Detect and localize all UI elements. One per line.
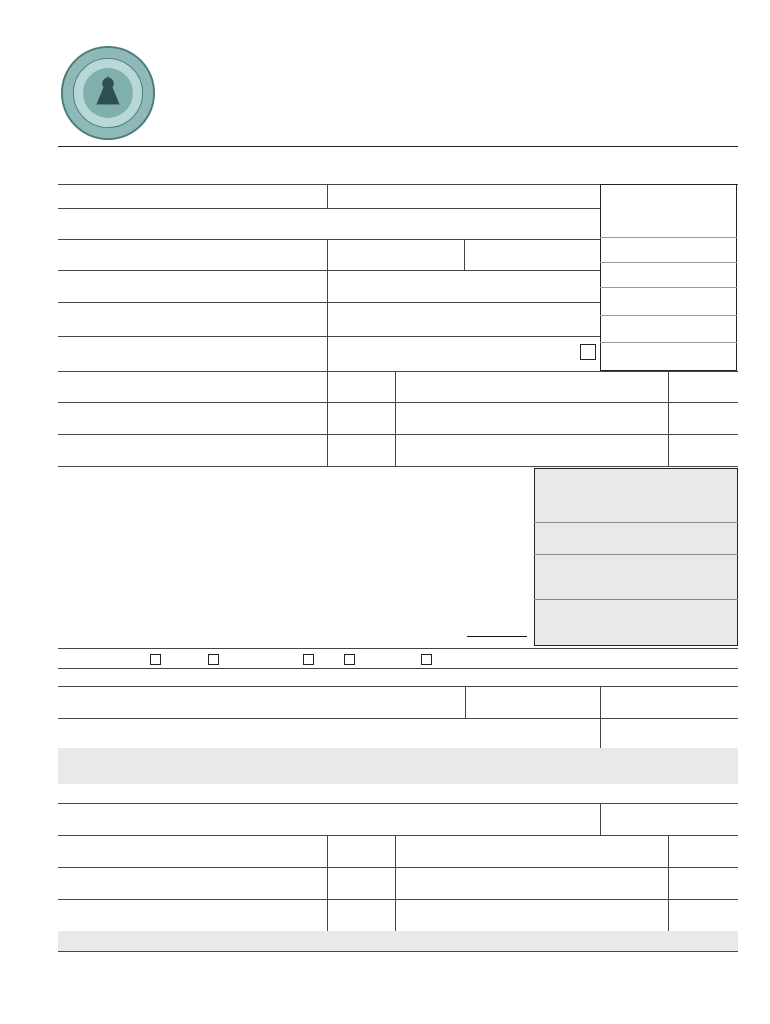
payment-mc-option[interactable] xyxy=(344,653,358,668)
payment-mo-option[interactable] xyxy=(208,653,222,668)
check-checkbox[interactable] xyxy=(150,654,161,665)
pgi-logo xyxy=(60,45,156,141)
money-order-checkbox[interactable] xyxy=(208,654,219,665)
paypal-checkbox[interactable] xyxy=(421,654,432,665)
payment-visa-option[interactable] xyxy=(303,653,317,668)
mastercard-checkbox[interactable] xyxy=(344,654,355,665)
adult-note-box xyxy=(58,931,738,951)
policy-box xyxy=(534,468,738,646)
registration-total-input[interactable] xyxy=(467,636,527,637)
title-rule xyxy=(58,146,738,147)
agreement-box xyxy=(58,748,738,784)
payment-paypal-option[interactable] xyxy=(421,653,435,668)
pgi-member-checkbox[interactable] xyxy=(580,344,596,360)
payment-check-option[interactable] xyxy=(150,653,164,668)
visa-checkbox[interactable] xyxy=(303,654,314,665)
